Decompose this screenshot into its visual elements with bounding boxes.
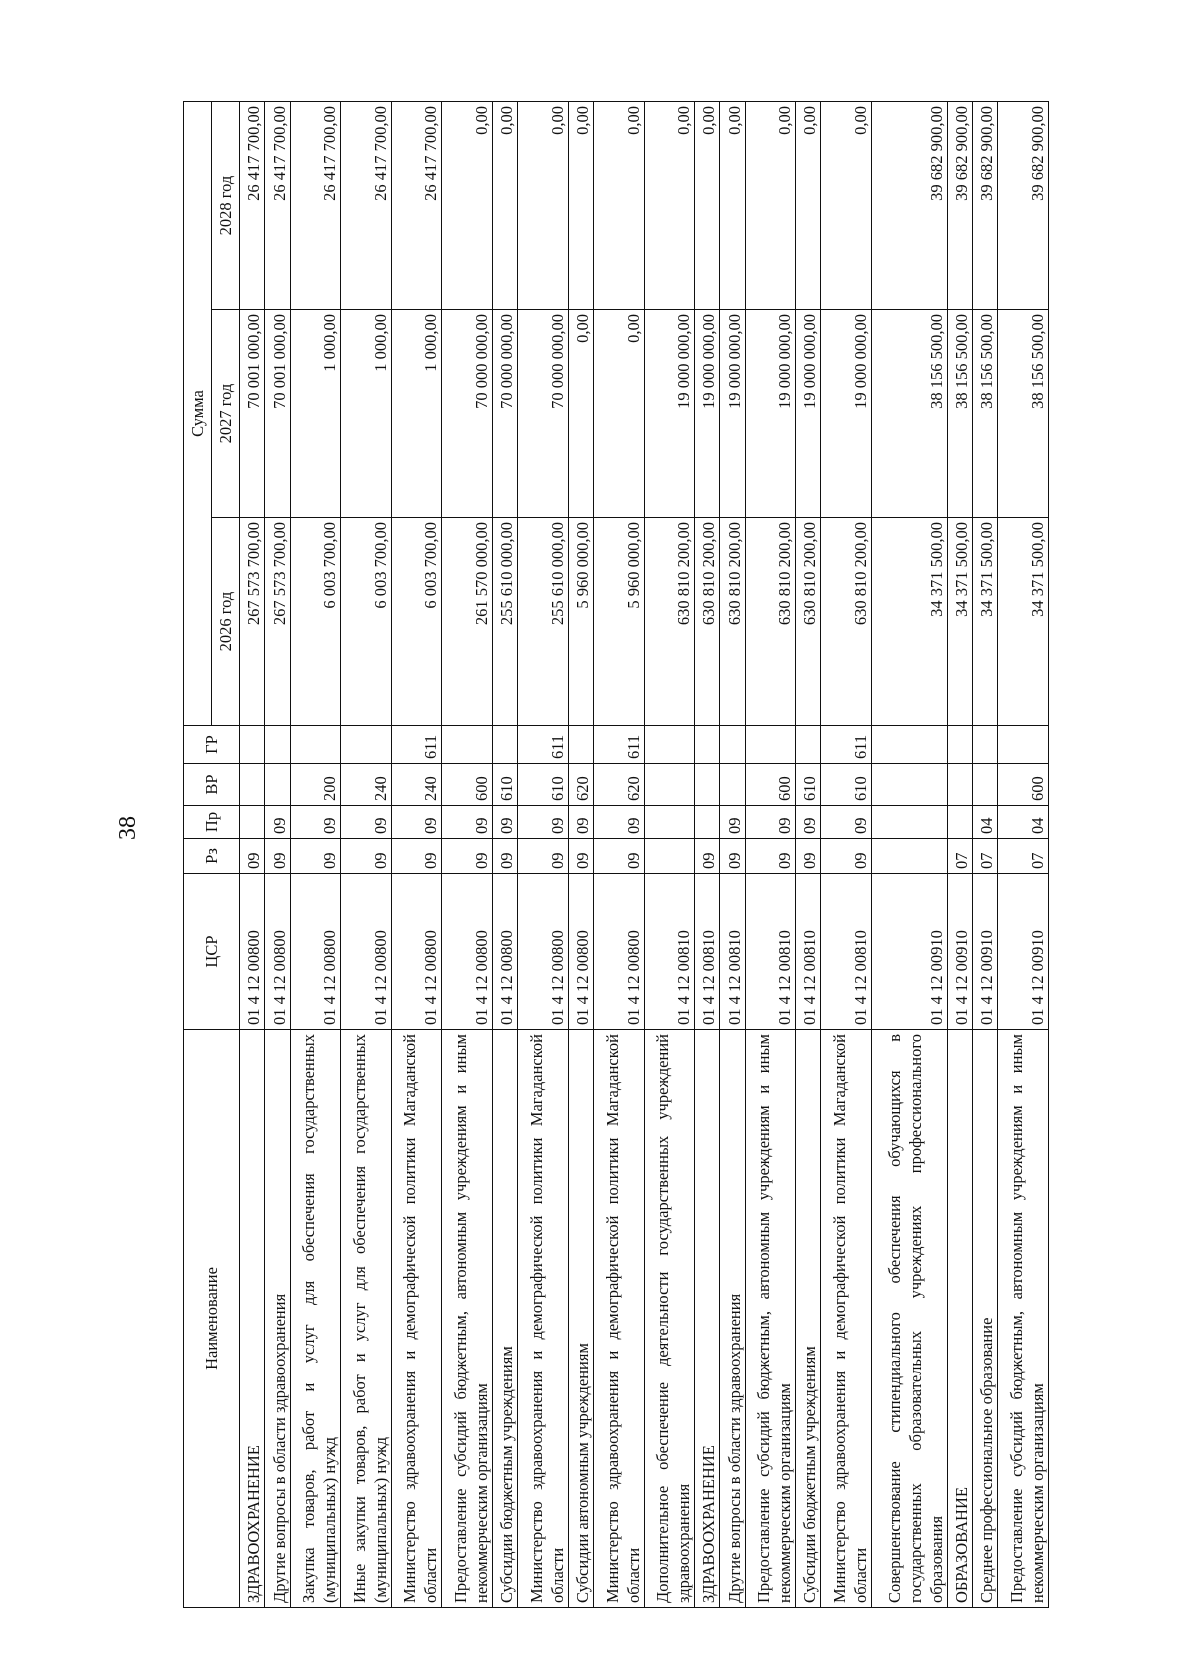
cell-2028: 0,00 bbox=[442, 102, 493, 310]
cell-vr bbox=[240, 764, 265, 806]
cell-2027: 70 001 000,00 bbox=[240, 310, 265, 518]
cell-csr: 01 4 12 00810 bbox=[745, 874, 796, 1030]
cell-2026: 267 573 700,00 bbox=[240, 518, 265, 726]
cell-2028: 0,00 bbox=[644, 102, 695, 310]
budget-table bbox=[183, 101, 1049, 1608]
cell-gr bbox=[720, 726, 745, 764]
header-vr: ВР bbox=[184, 764, 240, 806]
cell-gr: 611 bbox=[391, 726, 442, 764]
cell-2027: 1 000,00 bbox=[341, 310, 392, 518]
cell-gr bbox=[796, 726, 821, 764]
cell-rz: 09 bbox=[796, 839, 821, 874]
cell-gr bbox=[947, 726, 972, 764]
cell-2028: 0,00 bbox=[745, 102, 796, 310]
cell-csr: 01 4 12 00800 bbox=[290, 874, 341, 1030]
cell-2026: 34 371 500,00 bbox=[872, 518, 948, 726]
table-row bbox=[720, 102, 745, 1608]
cell-rz: 07 bbox=[998, 839, 1049, 874]
header-sum: Сумма bbox=[184, 102, 212, 726]
cell-2026: 255 610 000,00 bbox=[518, 518, 569, 726]
cell-vr: 610 bbox=[821, 764, 872, 806]
cell-2028: 39 682 900,00 bbox=[973, 102, 998, 310]
cell-2028: 0,00 bbox=[492, 102, 517, 310]
cell-rz: 09 bbox=[391, 839, 442, 874]
cell-csr: 01 4 12 00910 bbox=[998, 874, 1049, 1030]
table-row bbox=[745, 102, 796, 1608]
cell-pr bbox=[644, 806, 695, 839]
table-row bbox=[593, 102, 644, 1608]
cell-gr: 611 bbox=[518, 726, 569, 764]
cell-2026: 630 810 200,00 bbox=[821, 518, 872, 726]
header-rz: Рз bbox=[184, 839, 240, 874]
cell-2028: 26 417 700,00 bbox=[240, 102, 265, 310]
cell-vr bbox=[947, 764, 972, 806]
table-row bbox=[973, 102, 998, 1608]
cell-vr: 600 bbox=[442, 764, 493, 806]
cell-2028: 26 417 700,00 bbox=[391, 102, 442, 310]
cell-vr: 620 bbox=[593, 764, 644, 806]
cell-vr: 610 bbox=[518, 764, 569, 806]
cell-name: Другие вопросы в области здравоохранения bbox=[265, 1030, 290, 1608]
cell-gr bbox=[265, 726, 290, 764]
cell-2027: 38 156 500,00 bbox=[872, 310, 948, 518]
cell-name: Министерство здравоохранения и демографической политики Магаданской области bbox=[593, 1030, 644, 1608]
header-gr: ГР bbox=[184, 726, 240, 764]
cell-2027: 70 000 000,00 bbox=[518, 310, 569, 518]
cell-csr: 01 4 12 00800 bbox=[265, 874, 290, 1030]
cell-pr: 09 bbox=[720, 806, 745, 839]
cell-name: Субсидии бюджетным учреждениям bbox=[492, 1030, 517, 1608]
cell-vr bbox=[720, 764, 745, 806]
cell-rz: 09 bbox=[442, 839, 493, 874]
cell-2027: 0,00 bbox=[568, 310, 593, 518]
table-row bbox=[796, 102, 821, 1608]
cell-vr: 240 bbox=[341, 764, 392, 806]
cell-gr bbox=[998, 726, 1049, 764]
cell-csr: 01 4 12 00800 bbox=[492, 874, 517, 1030]
cell-rz: 09 bbox=[720, 839, 745, 874]
cell-name: Предоставление субсидий бюджетным, автономным учреждениям и иным некоммерческим организациям bbox=[998, 1030, 1049, 1608]
cell-pr: 09 bbox=[492, 806, 517, 839]
cell-vr: 600 bbox=[745, 764, 796, 806]
cell-vr: 610 bbox=[492, 764, 517, 806]
cell-gr bbox=[644, 726, 695, 764]
cell-vr: 240 bbox=[391, 764, 442, 806]
cell-2026: 630 810 200,00 bbox=[695, 518, 720, 726]
cell-2026: 6 003 700,00 bbox=[341, 518, 392, 726]
cell-name: Министерство здравоохранения и демографической политики Магаданской области bbox=[821, 1030, 872, 1608]
cell-name: ЗДРАВООХРАНЕНИЕ bbox=[695, 1030, 720, 1608]
cell-name: Предоставление субсидий бюджетным, автономным учреждениям и иным некоммерческим организациям bbox=[745, 1030, 796, 1608]
cell-2026: 267 573 700,00 bbox=[265, 518, 290, 726]
cell-vr: 620 bbox=[568, 764, 593, 806]
cell-vr bbox=[695, 764, 720, 806]
header-name: Наименование bbox=[184, 1030, 240, 1608]
cell-vr bbox=[872, 764, 948, 806]
cell-name: ОБРАЗОВАНИЕ bbox=[947, 1030, 972, 1608]
table-row bbox=[644, 102, 695, 1608]
cell-pr: 09 bbox=[745, 806, 796, 839]
cell-name: Закупка товаров, работ и услуг для обеспечения государственных (муниципальных) нужд bbox=[290, 1030, 341, 1608]
cell-name: Совершенствование стипендиального обеспечения обучающихся в государственных образовательных учреждениях профессионального образования bbox=[872, 1030, 948, 1608]
cell-gr bbox=[745, 726, 796, 764]
cell-2028: 0,00 bbox=[796, 102, 821, 310]
table-row bbox=[290, 102, 341, 1608]
cell-csr: 01 4 12 00810 bbox=[821, 874, 872, 1030]
cell-csr: 01 4 12 00800 bbox=[240, 874, 265, 1030]
table-row bbox=[492, 102, 517, 1608]
cell-vr: 200 bbox=[290, 764, 341, 806]
header-csr: ЦСР bbox=[184, 874, 240, 1030]
cell-2027: 19 000 000,00 bbox=[644, 310, 695, 518]
cell-name: Среднее профессиональное образование bbox=[973, 1030, 998, 1608]
cell-csr: 01 4 12 00910 bbox=[973, 874, 998, 1030]
cell-2028: 0,00 bbox=[695, 102, 720, 310]
cell-2028: 0,00 bbox=[568, 102, 593, 310]
cell-2027: 19 000 000,00 bbox=[695, 310, 720, 518]
cell-pr: 04 bbox=[998, 806, 1049, 839]
cell-2027: 38 156 500,00 bbox=[973, 310, 998, 518]
cell-2026: 630 810 200,00 bbox=[796, 518, 821, 726]
cell-gr bbox=[240, 726, 265, 764]
cell-csr: 01 4 12 00800 bbox=[518, 874, 569, 1030]
cell-name: Министерство здравоохранения и демографической политики Магаданской области bbox=[518, 1030, 569, 1608]
header-2028: 2028 год bbox=[212, 102, 240, 310]
header-2026: 2026 год bbox=[212, 518, 240, 726]
cell-2026: 5 960 000,00 bbox=[568, 518, 593, 726]
cell-pr: 09 bbox=[442, 806, 493, 839]
table-row bbox=[518, 102, 569, 1608]
cell-csr: 01 4 12 00810 bbox=[720, 874, 745, 1030]
cell-csr: 01 4 12 00810 bbox=[796, 874, 821, 1030]
cell-name: Дополнительное обеспечение деятельности государственных учреждений здравоохранения bbox=[644, 1030, 695, 1608]
cell-pr bbox=[947, 806, 972, 839]
cell-pr bbox=[240, 806, 265, 839]
cell-rz: 09 bbox=[341, 839, 392, 874]
cell-vr bbox=[265, 764, 290, 806]
cell-csr: 01 4 12 00800 bbox=[568, 874, 593, 1030]
cell-rz: 09 bbox=[745, 839, 796, 874]
cell-2028: 0,00 bbox=[720, 102, 745, 310]
cell-2027: 70 000 000,00 bbox=[492, 310, 517, 518]
cell-gr bbox=[290, 726, 341, 764]
cell-2026: 6 003 700,00 bbox=[290, 518, 341, 726]
table-row bbox=[391, 102, 442, 1608]
cell-2026: 261 570 000,00 bbox=[442, 518, 493, 726]
cell-2026: 630 810 200,00 bbox=[644, 518, 695, 726]
cell-pr: 09 bbox=[593, 806, 644, 839]
cell-pr: 09 bbox=[821, 806, 872, 839]
cell-pr: 09 bbox=[265, 806, 290, 839]
cell-2028: 39 682 900,00 bbox=[947, 102, 972, 310]
cell-gr: 611 bbox=[821, 726, 872, 764]
cell-name: Министерство здравоохранения и демографической политики Магаданской области bbox=[391, 1030, 442, 1608]
cell-2028: 26 417 700,00 bbox=[265, 102, 290, 310]
cell-pr: 09 bbox=[796, 806, 821, 839]
cell-2027: 19 000 000,00 bbox=[720, 310, 745, 518]
page-number: 38 bbox=[115, 816, 141, 840]
header-pr: Пр bbox=[184, 806, 240, 839]
table-row bbox=[821, 102, 872, 1608]
table-body bbox=[240, 102, 1049, 1608]
cell-rz: 07 bbox=[973, 839, 998, 874]
cell-2026: 630 810 200,00 bbox=[720, 518, 745, 726]
cell-name: Субсидии автономным учреждениям bbox=[568, 1030, 593, 1608]
cell-pr: 09 bbox=[518, 806, 569, 839]
cell-pr: 09 bbox=[568, 806, 593, 839]
cell-2027: 0,00 bbox=[593, 310, 644, 518]
cell-pr: 09 bbox=[391, 806, 442, 839]
cell-2028: 26 417 700,00 bbox=[341, 102, 392, 310]
cell-2026: 34 371 500,00 bbox=[973, 518, 998, 726]
cell-csr: 01 4 12 00910 bbox=[947, 874, 972, 1030]
cell-2027: 19 000 000,00 bbox=[745, 310, 796, 518]
cell-rz: 09 bbox=[492, 839, 517, 874]
cell-gr bbox=[568, 726, 593, 764]
cell-rz bbox=[644, 839, 695, 874]
cell-2027: 38 156 500,00 bbox=[998, 310, 1049, 518]
cell-2028: 0,00 bbox=[821, 102, 872, 310]
cell-name: Иные закупки товаров, работ и услуг для обеспечения государственных (муниципальных) нужд bbox=[341, 1030, 392, 1608]
cell-rz bbox=[872, 839, 948, 874]
cell-2027: 70 000 000,00 bbox=[442, 310, 493, 518]
cell-csr: 01 4 12 00810 bbox=[644, 874, 695, 1030]
cell-2027: 1 000,00 bbox=[391, 310, 442, 518]
cell-2026: 630 810 200,00 bbox=[745, 518, 796, 726]
cell-rz: 09 bbox=[265, 839, 290, 874]
cell-2026: 6 003 700,00 bbox=[391, 518, 442, 726]
cell-rz: 09 bbox=[290, 839, 341, 874]
cell-pr: 04 bbox=[973, 806, 998, 839]
cell-2027: 1 000,00 bbox=[290, 310, 341, 518]
table-row bbox=[240, 102, 265, 1608]
cell-2027: 70 001 000,00 bbox=[265, 310, 290, 518]
table-row bbox=[872, 102, 948, 1608]
cell-vr bbox=[973, 764, 998, 806]
cell-csr: 01 4 12 00800 bbox=[593, 874, 644, 1030]
cell-2028: 39 682 900,00 bbox=[872, 102, 948, 310]
cell-name: Предоставление субсидий бюджетным, автономным учреждениям и иным некоммерческим организациям bbox=[442, 1030, 493, 1608]
rotated-table-wrapper bbox=[183, 101, 1049, 1608]
table-row bbox=[265, 102, 290, 1608]
cell-2026: 34 371 500,00 bbox=[947, 518, 972, 726]
cell-rz: 09 bbox=[240, 839, 265, 874]
cell-2028: 0,00 bbox=[593, 102, 644, 310]
cell-rz: 09 bbox=[518, 839, 569, 874]
cell-gr bbox=[492, 726, 517, 764]
header-2027: 2027 год bbox=[212, 310, 240, 518]
cell-name: Другие вопросы в области здравоохранения bbox=[720, 1030, 745, 1608]
cell-pr: 09 bbox=[290, 806, 341, 839]
cell-rz: 09 bbox=[821, 839, 872, 874]
cell-2028: 26 417 700,00 bbox=[290, 102, 341, 310]
cell-2027: 38 156 500,00 bbox=[947, 310, 972, 518]
cell-csr: 01 4 12 00800 bbox=[442, 874, 493, 1030]
cell-pr bbox=[872, 806, 948, 839]
cell-name: ЗДРАВООХРАНЕНИЕ bbox=[240, 1030, 265, 1608]
cell-csr: 01 4 12 00800 bbox=[391, 874, 442, 1030]
table-row bbox=[998, 102, 1049, 1608]
table-row bbox=[442, 102, 493, 1608]
cell-rz: 09 bbox=[593, 839, 644, 874]
table-row bbox=[947, 102, 972, 1608]
cell-gr bbox=[872, 726, 948, 764]
cell-rz: 07 bbox=[947, 839, 972, 874]
cell-2026: 5 960 000,00 bbox=[593, 518, 644, 726]
cell-pr bbox=[695, 806, 720, 839]
cell-rz: 09 bbox=[695, 839, 720, 874]
table-row bbox=[695, 102, 720, 1608]
cell-2028: 39 682 900,00 bbox=[998, 102, 1049, 310]
cell-gr bbox=[442, 726, 493, 764]
cell-gr bbox=[695, 726, 720, 764]
cell-rz: 09 bbox=[568, 839, 593, 874]
table-row bbox=[568, 102, 593, 1608]
cell-2028: 0,00 bbox=[518, 102, 569, 310]
cell-vr: 610 bbox=[796, 764, 821, 806]
cell-csr: 01 4 12 00910 bbox=[872, 874, 948, 1030]
table-row bbox=[341, 102, 392, 1608]
cell-2027: 19 000 000,00 bbox=[821, 310, 872, 518]
cell-2026: 34 371 500,00 bbox=[998, 518, 1049, 726]
cell-pr: 09 bbox=[341, 806, 392, 839]
cell-gr bbox=[973, 726, 998, 764]
cell-vr bbox=[644, 764, 695, 806]
cell-csr: 01 4 12 00810 bbox=[695, 874, 720, 1030]
cell-2026: 255 610 000,00 bbox=[492, 518, 517, 726]
cell-2027: 19 000 000,00 bbox=[796, 310, 821, 518]
cell-csr: 01 4 12 00800 bbox=[341, 874, 392, 1030]
cell-vr: 600 bbox=[998, 764, 1049, 806]
cell-gr bbox=[341, 726, 392, 764]
cell-gr: 611 bbox=[593, 726, 644, 764]
cell-name: Субсидии бюджетным учреждениям bbox=[796, 1030, 821, 1608]
